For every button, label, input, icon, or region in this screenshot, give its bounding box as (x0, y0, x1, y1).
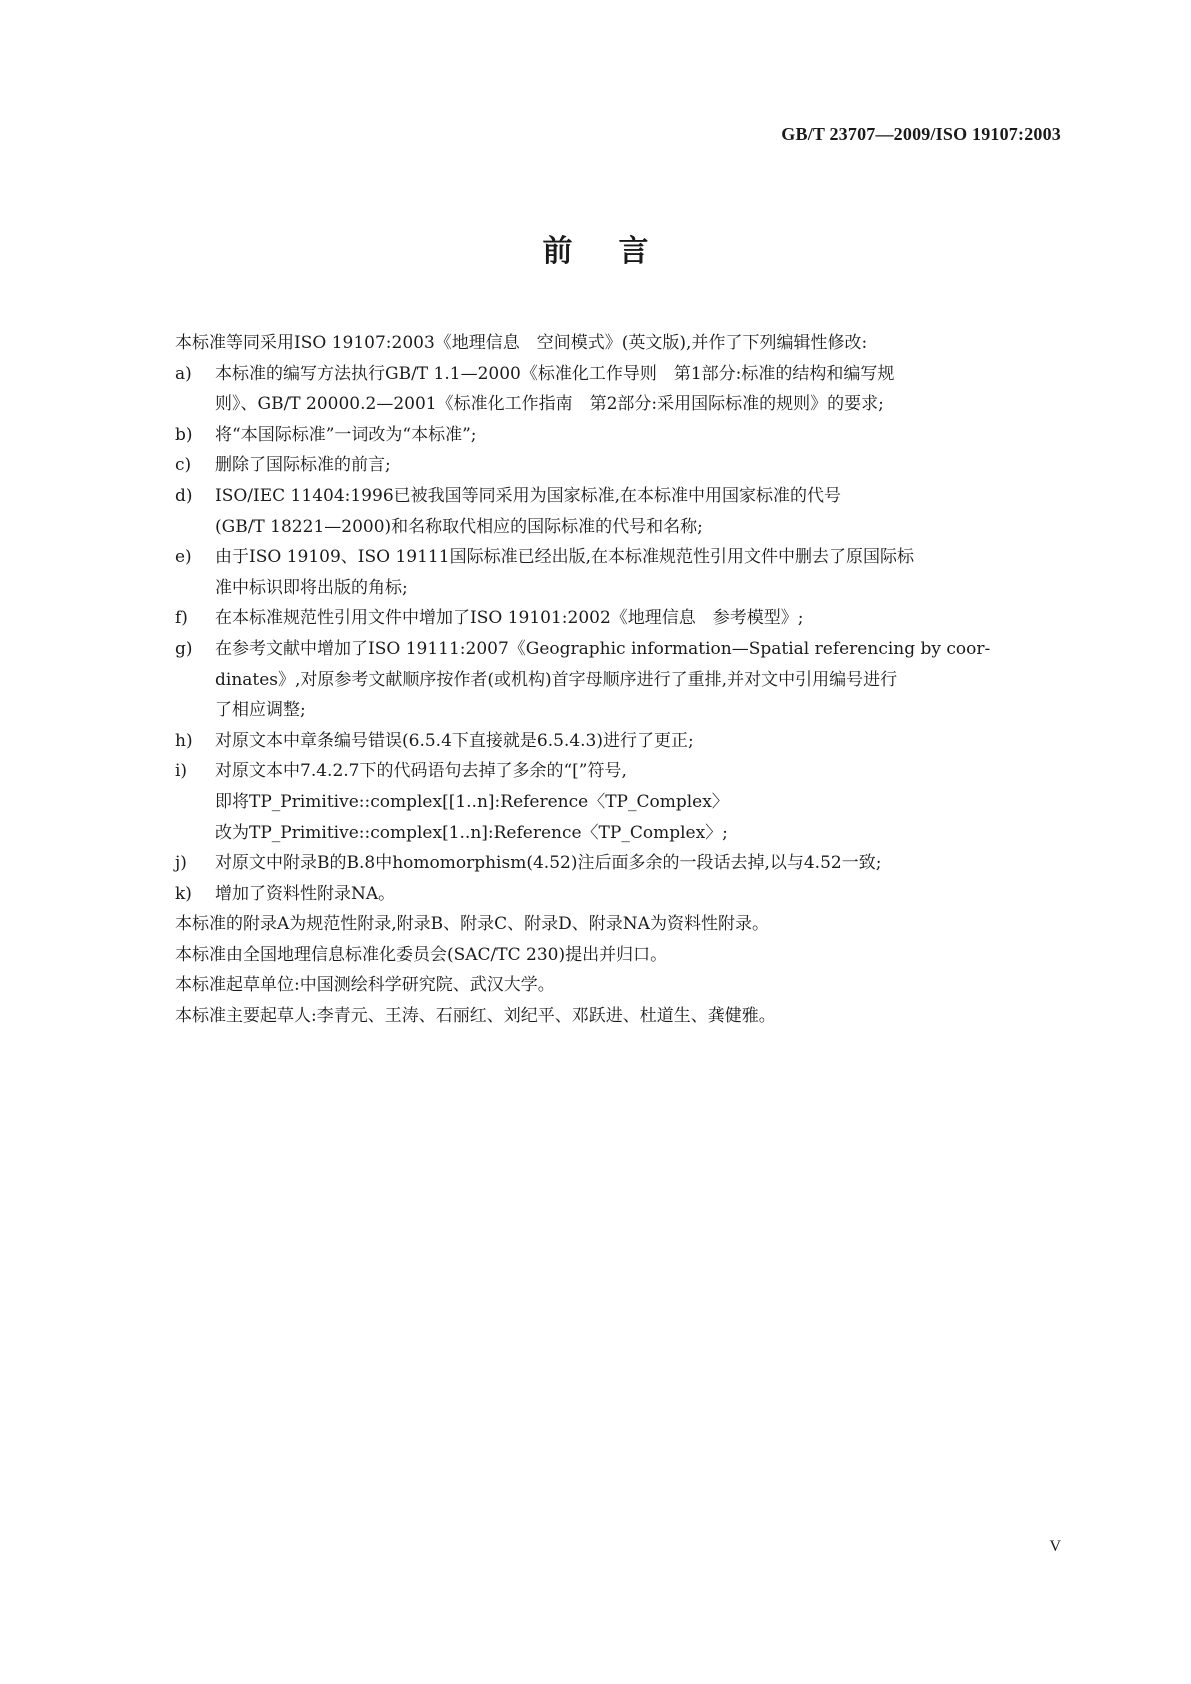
closing-paragraph: 本标准主要起草人:李青元、王涛、石丽红、刘纪平、邓跃进、杜道生、龚健雅。 (175, 1006, 776, 1027)
list-item-text (215, 603, 1061, 634)
list-item-marker: c) (175, 455, 192, 476)
page-number: V (1049, 1538, 1061, 1555)
list-item-marker: a) (175, 363, 192, 384)
list-item-marker: j) (175, 853, 187, 874)
list-item-marker: i) (175, 761, 188, 782)
list-item-marker: d) (175, 485, 193, 506)
list-item-line: dinates》,对原参考文献顺序按作者(或机构)首字母顺序进行了重排,并对文中引用编号进行 (215, 669, 898, 690)
list-item-marker: k) (175, 883, 192, 904)
list-item-line: 将“本国际标准”一词改为“本标准”; (215, 424, 477, 445)
closing-paragraph: 本标准的附录A为规范性附录,附录B、附录C、附录D、附录NA为资料性附录。 (175, 914, 769, 935)
intro-paragraph: 本标准等同采用ISO 19107:2003《地理信息 空间模式》(英文版),并作了下列编辑性修改: (175, 333, 868, 353)
standard-code-header: GB/T 23707—2009/ISO 19107:2003 (781, 124, 1061, 144)
list-item-line: 删除了国际标准的前言; (215, 455, 391, 476)
foreword-body (175, 328, 1061, 1032)
list-item-line: 改为TP_Primitive::complex[1..n]:Reference〈TP_Complex〉; (215, 822, 728, 843)
list-item-line: 准中标识即将出版的角标; (215, 577, 408, 598)
list-item (175, 879, 1061, 910)
list-item-text (215, 756, 1061, 848)
list-item-marker: f) (175, 608, 188, 629)
list-item-line: 则》、GB/T 20000.2—2001《标准化工作指南 第2部分:采用国际标准的规则》的要求; (215, 394, 884, 415)
list-item-line: 在参考文献中增加了ISO 19111:2007《Geographic information—Spatial referencing by coor- (215, 638, 991, 659)
list-item (175, 420, 1061, 451)
list-item-marker: g) (175, 638, 193, 659)
list-item-line: 了相应调整; (215, 700, 306, 721)
list-item-text (215, 481, 1061, 542)
list-item (175, 481, 1061, 542)
list-item (175, 542, 1061, 603)
closing-paragraph: 本标准由全国地理信息标准化委员会(SAC/TC 230)提出并归口。 (175, 944, 668, 965)
list-item-line: 本标准的编写方法执行GB/T 1.1—2000《标准化工作导则 第1部分:标准的结构和编写规 (215, 363, 895, 384)
list-item-marker: b) (175, 424, 193, 445)
list-item-text (215, 726, 1061, 757)
list-item (175, 634, 1061, 726)
list-item-text (215, 879, 1061, 910)
modification-list (175, 359, 1061, 910)
list-item-line: 对原文本中章条编号错误(6.5.4下直接就是6.5.4.3)进行了更正; (215, 730, 694, 751)
list-item (175, 726, 1061, 757)
list-item-text (215, 542, 1061, 603)
list-item-text (215, 450, 1061, 481)
list-item-text (215, 420, 1061, 451)
list-item-line: 对原文中附录B的B.8中homomorphism(4.52)注后面多余的一段话去掉,以与4.52一致; (215, 853, 882, 874)
list-item-line: (GB/T 18221—2000)和名称取代相应的国际标准的代号和名称; (215, 516, 703, 537)
list-item-text (215, 359, 1061, 420)
list-item-line: ISO/IEC 11404:1996已被我国等同采用为国家标准,在本标准中用国家标准的代号 (215, 485, 842, 506)
list-item-text (215, 634, 1061, 726)
closing-paragraphs (175, 909, 1061, 1031)
list-item-line: 在本标准规范性引用文件中增加了ISO 19101:2002《地理信息 参考模型》; (215, 608, 804, 629)
list-item (175, 450, 1061, 481)
list-item-line: 增加了资料性附录NA。 (215, 883, 396, 904)
list-item (175, 359, 1061, 420)
list-item-line: 由于ISO 19109、ISO 19111国际标准已经出版,在本标准规范性引用文件中删去了原国际标 (215, 547, 914, 568)
list-item (175, 756, 1061, 848)
list-item (175, 848, 1061, 879)
list-item-line: 对原文本中7.4.2.7下的代码语句去掉了多余的“[”符号, (215, 761, 627, 782)
list-item-marker: h) (175, 730, 193, 751)
list-item-line: 即将TP_Primitive::complex[[1..n]:Reference〈TP_Complex〉 (215, 791, 729, 812)
list-item-text (215, 848, 1061, 879)
list-item (175, 603, 1061, 634)
page-title: 前言 (542, 234, 695, 269)
list-item-marker: e) (175, 547, 192, 568)
closing-paragraph: 本标准起草单位:中国测绘科学研究院、武汉大学。 (175, 975, 555, 996)
